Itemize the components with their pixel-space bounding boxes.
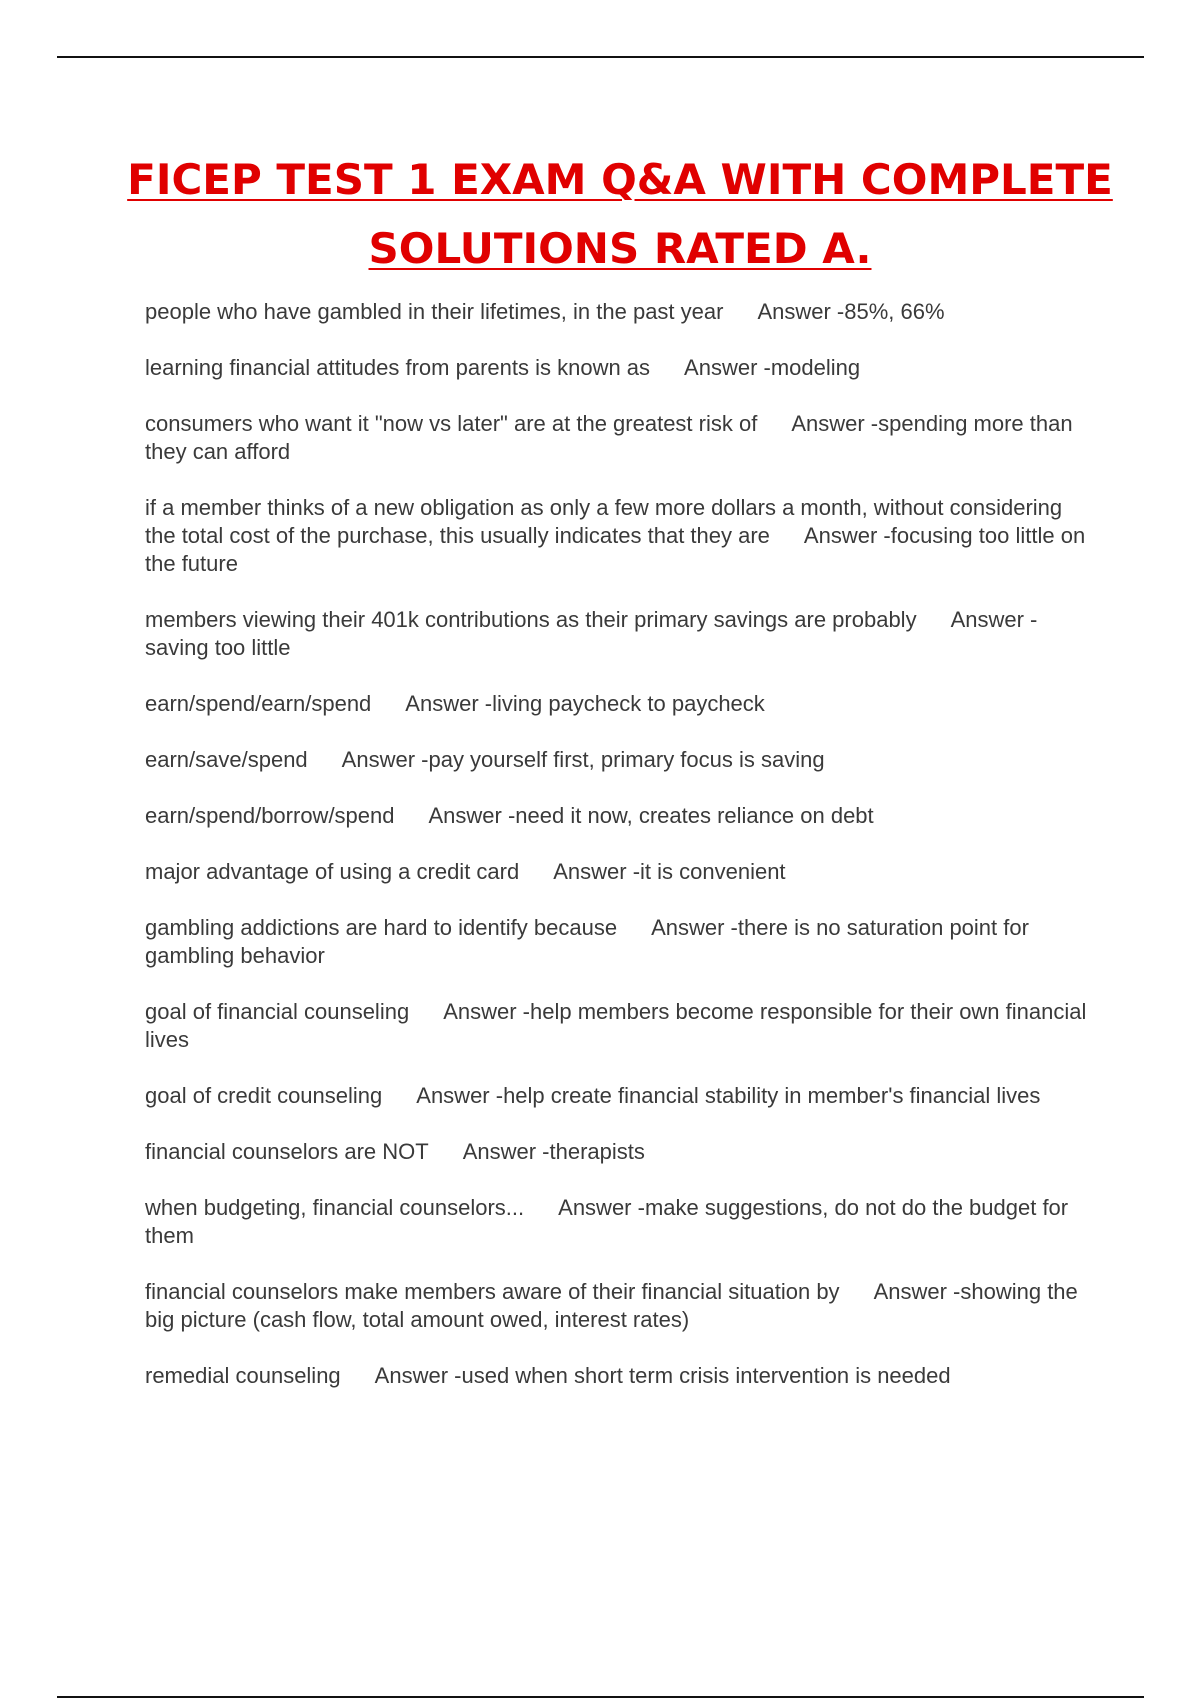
question-text: learning financial attitudes from parents is known as <box>145 355 651 380</box>
qa-item <box>145 298 1090 326</box>
answer-text: Answer -pay yourself first, primary focus is saving <box>341 747 825 772</box>
title-line-1: FICEP TEST 1 EXAM Q&A WITH COMPLETE <box>127 155 1113 204</box>
qa-item <box>145 494 1090 578</box>
answer-text: Answer -therapists <box>462 1139 645 1164</box>
question-text: members viewing their 401k contributions as their primary savings are probably <box>145 607 917 632</box>
top-rule <box>57 56 1144 58</box>
qa-item <box>145 858 1090 886</box>
answer-text: Answer -it is convenient <box>553 859 786 884</box>
answer-text: Answer -need it now, creates reliance on debt <box>428 803 874 828</box>
qa-item <box>145 1138 1090 1166</box>
question-text: financial counselors are NOT <box>145 1139 429 1164</box>
answer-text: Answer -85%, 66% <box>757 299 945 324</box>
qa-item <box>145 998 1090 1054</box>
question-text: goal of financial counseling <box>145 999 410 1024</box>
bottom-rule <box>57 1696 1144 1698</box>
qa-item <box>145 1082 1090 1110</box>
qa-list <box>145 298 1090 1418</box>
answer-text: Answer -showing the big picture (cash flow, total amount owed, interest rates) <box>145 1279 1078 1332</box>
qa-item <box>145 1194 1090 1250</box>
qa-item <box>145 1278 1090 1334</box>
answer-text: Answer -there is no saturation point for gambling behavior <box>145 915 1029 968</box>
answer-text: Answer -saving too little <box>145 607 1038 660</box>
answer-text: Answer -spending more than they can afford <box>145 411 1073 464</box>
question-text: goal of credit counseling <box>145 1083 383 1108</box>
question-text: consumers who want it "now vs later" are at the greatest risk of <box>145 411 758 436</box>
qa-item <box>145 1362 1090 1390</box>
question-text: earn/save/spend <box>145 747 308 772</box>
question-text: when budgeting, financial counselors... <box>145 1195 525 1220</box>
question-text: remedial counseling <box>145 1363 341 1388</box>
answer-text: Answer -used when short term crisis intervention is needed <box>374 1363 951 1388</box>
answer-text: Answer -modeling <box>684 355 861 380</box>
question-text: earn/spend/borrow/spend <box>145 803 395 828</box>
qa-item <box>145 606 1090 662</box>
answer-text: Answer -focusing too little on the future <box>145 523 1086 576</box>
qa-item <box>145 354 1090 382</box>
qa-item <box>145 802 1090 830</box>
answer-text: Answer -make suggestions, do not do the budget for them <box>145 1195 1069 1248</box>
qa-item <box>145 746 1090 774</box>
question-text: people who have gambled in their lifetimes, in the past year <box>145 299 724 324</box>
title-line-2: SOLUTIONS RATED A. <box>368 224 872 273</box>
document-title <box>100 145 1140 283</box>
answer-text: Answer -living paycheck to paycheck <box>405 691 765 716</box>
question-text: major advantage of using a credit card <box>145 859 520 884</box>
question-text: if a member thinks of a new obligation as only a few more dollars a month, without considering the total cost of the purchase, this usually indicates that they are <box>145 495 1063 548</box>
question-text: gambling addictions are hard to identify because <box>145 915 618 940</box>
question-text: financial counselors make members aware of their financial situation by <box>145 1279 840 1304</box>
qa-item <box>145 690 1090 718</box>
qa-item <box>145 914 1090 970</box>
answer-text: Answer -help create financial stability in member's financial lives <box>416 1083 1041 1108</box>
question-text: earn/spend/earn/spend <box>145 691 372 716</box>
answer-text: Answer -help members become responsible for their own financial lives <box>145 999 1087 1052</box>
qa-item <box>145 410 1090 466</box>
